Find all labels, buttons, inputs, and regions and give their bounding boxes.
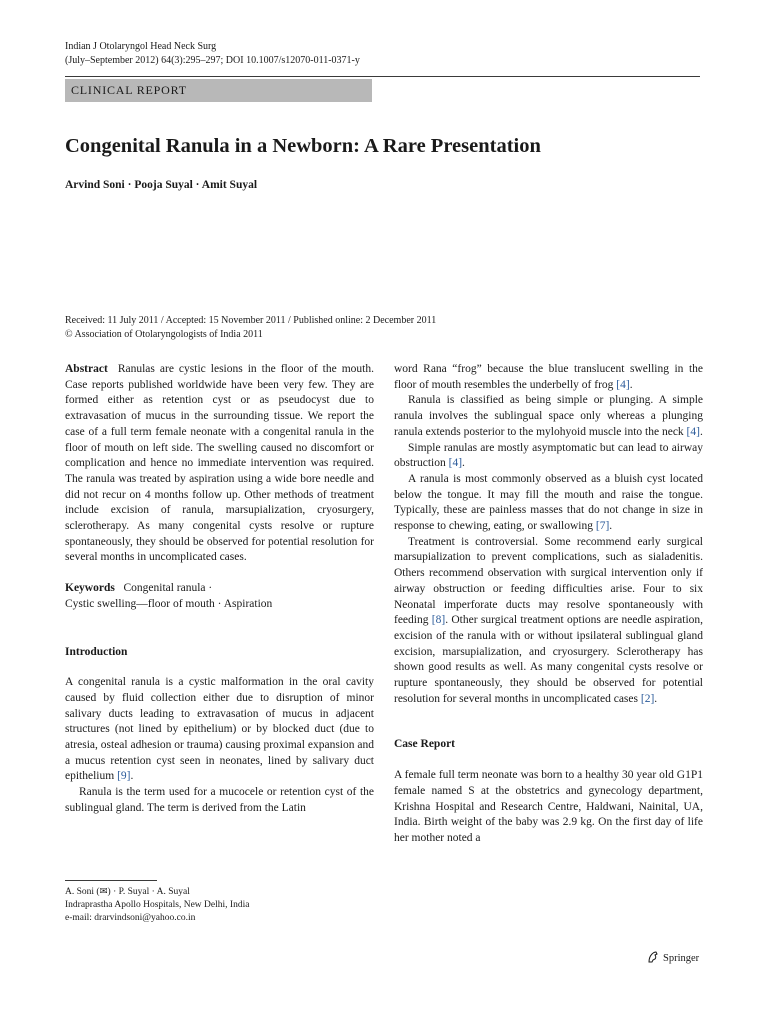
- footnote-rule: [65, 880, 157, 881]
- right-p2-citation[interactable]: [4]: [686, 425, 700, 438]
- right-p5a-text: Treatment is controversial. Some recommend early surgical marsupialization to prevent complications, such as sialadenitis. Others recommend observation with surgical intervention only if airway obstruction or feeding difficulties arise. Four to six Neonatal imperforate ducts may resolve spontaneously with feeding: [394, 535, 703, 627]
- case-report-heading: Case Report: [394, 738, 455, 751]
- keywords-label: Keywords: [65, 582, 115, 595]
- footnote-authors: A. Soni (✉) · P. Suyal · A. Suyal: [65, 887, 190, 897]
- intro-paragraph-1: A congenital ranula is a cystic malformation in the oral cavity caused by fluid collection either due to disruption of minor salivary ducts leading to extravasation of mucus in adjacent structures (not lined by epithelium) or by blocked duct (due to atresia, osteal adhesion or trauma) causing proximal expansion and a mucus retention cyst seen in neonates, lined by salivary duct epithelium [9].: [65, 676, 374, 783]
- case-report-paragraph: A female full term neonate was born to a healthy 30 year old G1P1 female named S at the obstetrics and gynecology department, Krishna Hospital and Research Centre, Haldwani, Nainital, UA, India. Birth weight of the baby was 2.9 kg. On the first day of life her mother noted a: [394, 769, 703, 844]
- publisher-logo: [646, 950, 699, 967]
- right-p5b-text: Other surgical treatment options are needle aspiration, excision of the ranula with or without ipsilateral sublingual gland excision, marsupialization, and cryosurgery. Sclerotherapy has shown good results as well. As many congenital cysts resolve or rupture spontaneously, they should be observed for potential resolution for several months in uncomplicated cases: [394, 614, 704, 705]
- right-p2-text: Ranula is classified as being simple or plunging. A simple ranula involves the sublingual space only whereas a plunging ranula extends posterior to the mylohyoid muscle into the neck: [394, 394, 703, 438]
- keywords-line1: Congenital ranula ·: [123, 582, 213, 595]
- journal-name: Indian J Otolaryngol Head Neck Surg: [65, 41, 217, 52]
- right-p4-text: A ranula is most commonly observed as a bluish cyst located below the tongue. It may fill the mouth and raise the tongue. Typically, these are painless masses that do not change in size in response to chewing, eating, or swallowing: [394, 472, 703, 533]
- right-p1-text: word Rana “frog” because the blue translucent swelling in the floor of mouth resembles the underbelly of frog: [394, 363, 703, 391]
- right-p3-text: Simple ranulas are mostly asymptomatic but can lead to airway obstruction: [394, 441, 703, 470]
- intro-p1-text: A congenital ranula is a cystic malformation in the oral cavity caused by fluid collection either due to disruption of minor salivary ducts leading to extravasation of mucus in adjacent structures (not lined by epithelium) or by blocked duct (due to atresia, osteal adhesion or trauma) causing proximal expansion and a mucus retention cyst seen in neonates, lined by salivary duct epithelium: [65, 676, 374, 783]
- right-p1-citation[interactable]: [4]: [616, 378, 630, 391]
- left-column: [65, 362, 374, 817]
- keywords-line2: Cystic swelling—floor of mouth · Aspiration: [65, 597, 273, 610]
- intro-paragraph-2: Ranula is the term used for a mucocele or retention cyst of the sublingual gland. The term is derived from the Latin: [65, 786, 374, 814]
- publisher-name: Springer: [663, 953, 700, 964]
- abstract-text: Ranulas are cystic lesions in the floor of the mouth. Case reports published worldwide have been very few. They are formed either as retention cyst or as pseudocyst due to extravasation of mucus in the surrounding tissue. We report the case of a full term female neonate with a congenital ranula in the floor of mouth on left side. The swelling caused no discomfort or complication and hence no immediate intervention was required. The ranula was treated by aspiration using a wide bore needle and did not recur on 4 months follow up. Other methods of treatment include excision of ranula, marsupialization, cryosurgery, sclerotherapy. As many congenital cysts resolve or rupture spontaneously, they should be observed for potential resolution for several months in uncomplicated cases.: [65, 363, 375, 564]
- right-p5b-citation[interactable]: [2]: [640, 692, 655, 705]
- right-p4-citation[interactable]: [7]: [595, 520, 610, 533]
- footnote-email[interactable]: e-mail: drarvindsoni@yahoo.co.in: [65, 913, 196, 923]
- abstract-label: Abstract: [65, 363, 108, 375]
- introduction-heading: Introduction: [65, 645, 128, 658]
- intro-p1-citation[interactable]: [9]: [117, 770, 131, 783]
- dates-line: Received: 11 July 2011 / Accepted: 15 November 2011 / Published online: 2 December 2011: [65, 315, 437, 326]
- footnote-affiliation: Indraprastha Apollo Hospitals, New Delhi, India: [65, 900, 250, 910]
- publication-dates: [65, 314, 436, 342]
- journal-issue-doi: (July–September 2012) 64(3):295–297; DOI 10.1007/s12070-011-0371-y: [65, 55, 360, 66]
- right-paragraph-4: A ranula is most commonly observed as a bluish cyst located below the tongue. It may fill the mouth and raise the tongue. Typically, these are painless masses that do not change in size in response to chewing, eating, or swallowing [7].: [394, 472, 703, 533]
- right-p5-citation[interactable]: [8]: [431, 614, 446, 627]
- right-p3-citation[interactable]: [4]: [448, 457, 463, 470]
- journal-citation: [65, 40, 360, 68]
- right-column: [394, 362, 703, 847]
- springer-horse-icon: [646, 950, 660, 967]
- section-label: CLINICAL REPORT: [65, 79, 372, 102]
- author-list: Arvind Soni · Pooja Suyal · Amit Suyal: [65, 179, 258, 191]
- article-title: Congenital Ranula in a Newborn: A Rare Presentation: [65, 135, 541, 157]
- copyright-line: © Association of Otolaryngologists of India 2011: [65, 329, 263, 340]
- abstract: [65, 362, 374, 566]
- right-paragraph-5: Treatment is controversial. Some recommend early surgical marsupialization to prevent complications, such as sialadenitis. Others recommend observation with surgical intervention only if airway obstruction or feeding difficulties arise. Four to six Neonatal imperforate ducts may resolve spontaneously with feeding [8]. Other surgical treatment options are needle aspiration, excision of the ranula with or without ipsilateral sublingual gland excision, marsupialization, and cryosurgery. Sclerotherapy has shown good results as well. As many congenital cysts resolve or rupture spontaneously, they should be observed for potential resolution for several months in uncomplicated cases [2].: [394, 535, 704, 705]
- author-footnote: [65, 886, 249, 925]
- right-paragraph-3: Simple ranulas are mostly asymptomatic but can lead to airway obstruction [4].: [394, 441, 703, 470]
- keywords: [65, 581, 374, 612]
- right-paragraph-2: Ranula is classified as being simple or plunging. A simple ranula involves the sublingual space only whereas a plunging ranula extends posterior to the mylohyoid muscle into the neck [4].: [394, 394, 703, 438]
- header-rule: [65, 76, 700, 77]
- right-paragraph-1: word Rana “frog” because the blue translucent swelling in the floor of mouth resembles the underbelly of frog [4].: [394, 363, 703, 391]
